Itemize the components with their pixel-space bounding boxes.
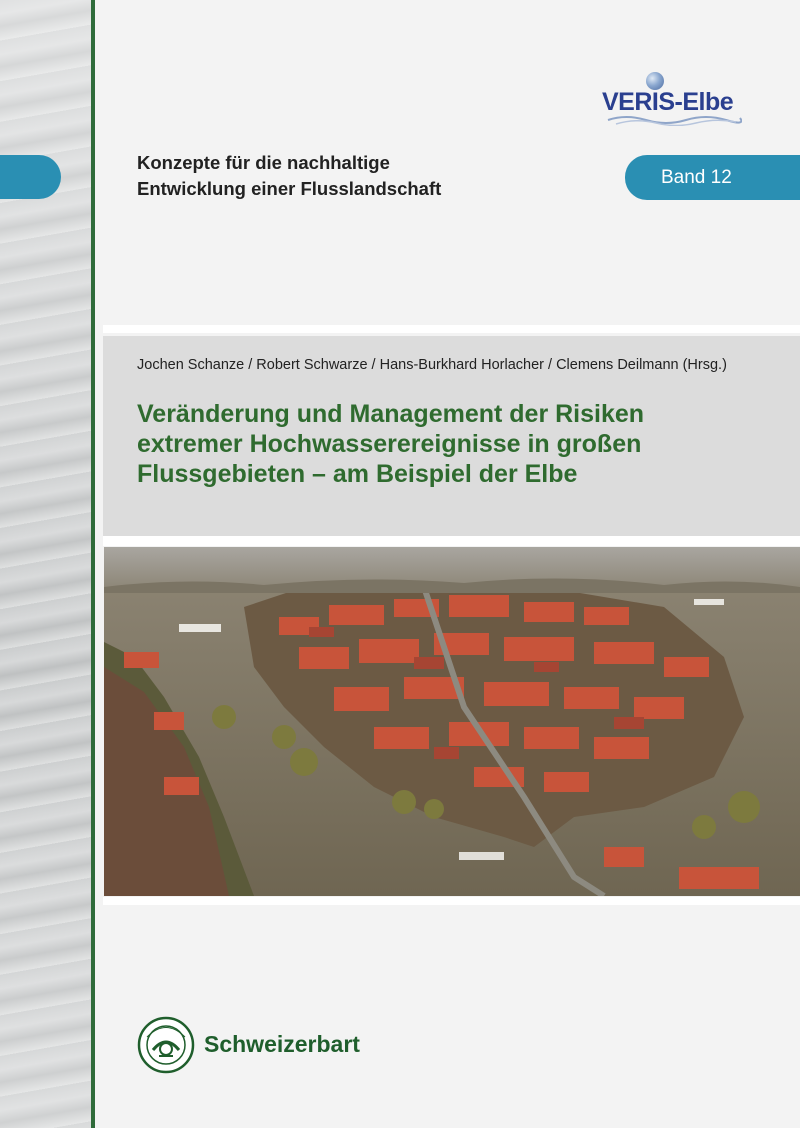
series-logo — [602, 70, 742, 130]
authors: Jochen Schanze / Robert Schwarze / Hans-Burkhard Horlacher / Clemens Deilmann (Hrsg.) — [137, 357, 727, 373]
publisher-seal-logo — [137, 1016, 195, 1074]
book-title-line: Veränderung und Management der Risiken — [137, 400, 645, 428]
wave-icon — [606, 114, 742, 126]
series-title — [137, 150, 441, 202]
divider — [103, 536, 800, 546]
left-accent-tab — [0, 155, 61, 199]
series-title-line: Konzepte für die nachhaltige — [137, 152, 390, 173]
divider — [103, 897, 800, 905]
book-title-line: extremer Hochwasserereignisse in großen — [137, 430, 642, 458]
book-title-line: Flussgebieten – am Beispiel der Elbe — [137, 460, 578, 488]
book-title — [137, 399, 644, 489]
series-title-line: Entwicklung einer Flusslandschaft — [137, 178, 442, 199]
divider — [103, 325, 800, 333]
spine-rule — [91, 0, 95, 1128]
flooded-town-aerial-photo — [104, 547, 800, 896]
series-logo-text: VERIS-Elbe — [602, 88, 734, 116]
band-number-badge: Band 12 — [625, 155, 800, 200]
publisher-name: Schweizerbart — [204, 1031, 360, 1057]
